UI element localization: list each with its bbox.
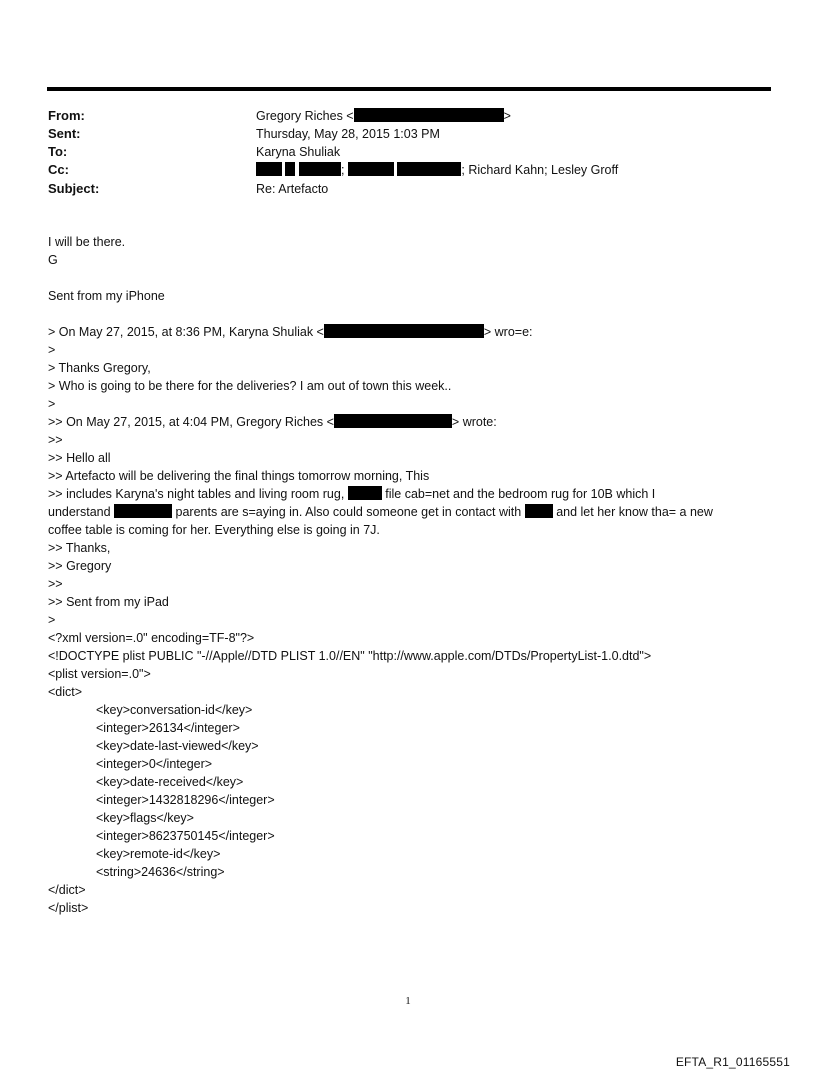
quote-text: > wrote:: [451, 415, 497, 429]
cc-rest: ; Richard Kahn; Lesley Groff: [461, 163, 619, 177]
header-rule: [47, 87, 771, 91]
quote-line: coffee table is coming for her. Everything else is going in 7J.: [48, 523, 380, 537]
plist-line: <?xml version=.0" encoding=TF-8"?>: [48, 631, 255, 645]
quote-text: >> includes Karyna's night tables and living room rug,: [48, 487, 345, 501]
redaction-block: [285, 162, 295, 176]
quote-line: >: [48, 613, 56, 627]
quote-line: >> Hello all: [48, 451, 111, 465]
sent-value: Thursday, May 28, 2015 1:03 PM: [256, 127, 440, 141]
from-close: >: [503, 109, 511, 123]
from-name: Gregory Riches <: [256, 109, 354, 123]
quote-line: [48, 413, 497, 431]
plist-line: </plist>: [48, 901, 89, 915]
plist-line: <integer>26134</integer>: [96, 721, 240, 735]
quote-line: >> Artefacto will be delivering the final things tomorrow morning, This: [48, 469, 430, 483]
subject-label: Subject:: [48, 181, 100, 196]
plist-line: <integer>8623750145</integer>: [96, 829, 275, 843]
sent-label: Sent:: [48, 126, 81, 141]
plist-line: <!DOCTYPE plist PUBLIC "-//Apple//DTD PLIST 1.0//EN" "http://www.apple.com/DTDs/PropertyList-1.0.dtd">: [48, 649, 652, 663]
quote-line: >> Sent from my iPad: [48, 595, 169, 609]
plist-line: </dict>: [48, 883, 86, 897]
plist-line: <integer>0</integer>: [96, 757, 213, 771]
quote-text: and let her know tha= a new: [556, 505, 713, 519]
to-value: Karyna Shuliak: [256, 145, 341, 159]
redaction-block: [348, 486, 382, 500]
quote-line: >>: [48, 433, 63, 447]
redaction-block: [348, 162, 394, 176]
from-value: [256, 107, 511, 125]
bates-number: EFTA_R1_01165551: [675, 1055, 790, 1069]
redaction-block: [525, 504, 553, 518]
redaction-block: [397, 162, 461, 176]
cc-label: Cc:: [48, 162, 69, 177]
quote-text: >> On May 27, 2015, at 4:04 PM, Gregory Riches <: [48, 415, 334, 429]
plist-line: <dict>: [48, 685, 83, 699]
quote-text: > On May 27, 2015, at 8:36 PM, Karyna Shuliak <: [48, 325, 324, 339]
quote-line: >>: [48, 577, 63, 591]
plist-line: <key>flags</key>: [96, 811, 194, 825]
quote-text: parents are s=aying in. Also could someone get in contact with: [175, 505, 522, 519]
redaction-block: [324, 324, 484, 338]
quote-line: [48, 503, 713, 521]
page-number: 1: [405, 995, 411, 1007]
plist-line: <key>remote-id</key>: [96, 847, 221, 861]
plist-line: <key>date-last-viewed</key>: [96, 739, 259, 753]
redaction-block: [334, 414, 452, 428]
quote-line: >> Gregory: [48, 559, 112, 573]
quote-line: >> Thanks,: [48, 541, 111, 555]
redaction-block: [114, 504, 172, 518]
to-label: To:: [48, 144, 68, 159]
quote-line: [48, 485, 655, 503]
body-line: G: [48, 253, 58, 267]
plist-line: <integer>1432818296</integer>: [96, 793, 275, 807]
quote-line: > Who is going to be there for the deliveries? I am out of town this week..: [48, 379, 452, 393]
from-label: From:: [48, 108, 85, 123]
quote-line: >: [48, 397, 56, 411]
cc-value: [256, 161, 618, 179]
cc-separator: ;: [340, 163, 345, 177]
body-line: I will be there.: [48, 235, 126, 249]
quote-text: understand: [48, 505, 111, 519]
plist-line: <key>conversation-id</key>: [96, 703, 253, 717]
subject-value: Re: Artefacto: [256, 182, 329, 196]
quote-text: > wro=e:: [483, 325, 533, 339]
redaction-block: [256, 162, 282, 176]
plist-line: <plist version=.0">: [48, 667, 151, 681]
quote-line: [48, 323, 533, 341]
plist-line: <key>date-received</key>: [96, 775, 244, 789]
quote-line: >: [48, 343, 56, 357]
redaction-block: [354, 108, 504, 122]
quote-text: file cab=net and the bedroom rug for 10B which I: [385, 487, 656, 501]
redaction-block: [299, 162, 341, 176]
quote-line: > Thanks Gregory,: [48, 361, 151, 375]
plist-line: <string>24636</string>: [96, 865, 225, 879]
body-line: Sent from my iPhone: [48, 289, 165, 303]
